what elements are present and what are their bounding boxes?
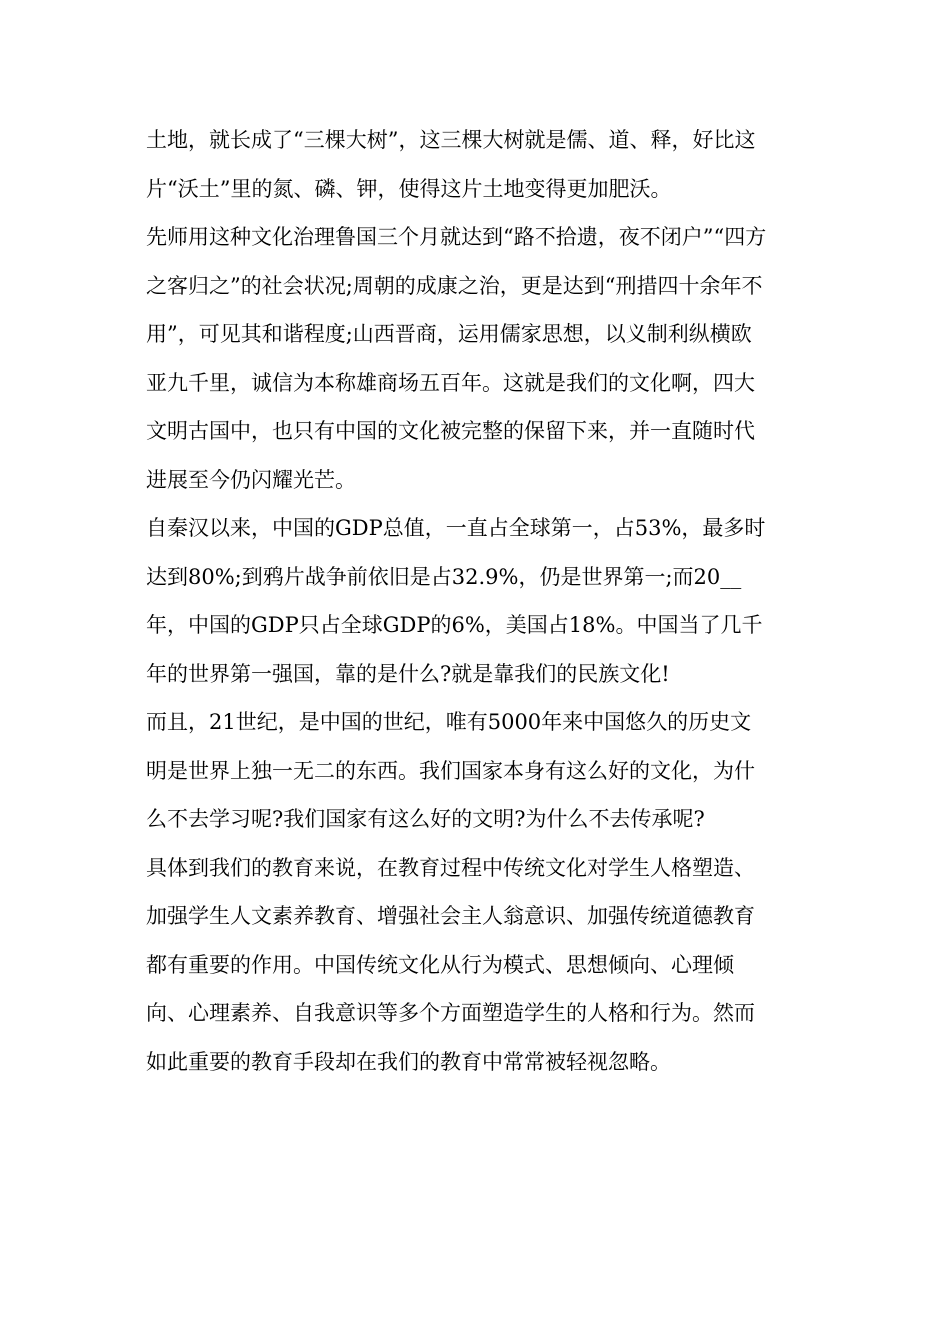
text-line: 而且，21世纪，是中国的世纪，唯有5000年来中国悠久的历史文 bbox=[146, 710, 752, 734]
text-line: 进展至今仍闪耀光芒。 bbox=[146, 467, 356, 492]
text-line: 么不去学习呢?我们国家有这么好的文明?为什么不去传承呢? bbox=[146, 807, 705, 831]
text-line: 片“沃土”里的氮、磷、钾，使得这片土地变得更加肥沃。 bbox=[146, 176, 672, 201]
text-line: 之客归之”的社会状况;周朝的成康之治，更是达到“刑措四十余年不 bbox=[146, 273, 763, 298]
text-line: 向、心理素养、自我意识等多个方面塑造学生的人格和行为。然而 bbox=[146, 1001, 755, 1025]
text-line: 年，中国的GDP只占全球GDP的6%，美国占18%。中国当了几千 bbox=[146, 613, 763, 637]
text-line: 具体到我们的教育来说，在教育过程中传统文化对学生人格塑造、 bbox=[146, 855, 755, 880]
text-line: 都有重要的作用。中国传统文化从行为模式、思想倾向、心理倾 bbox=[146, 952, 734, 977]
text-line: 先师用这种文化治理鲁国三个月就达到“路不拾遗，夜不闭户”“四方 bbox=[146, 225, 767, 249]
text-line: 达到80%;到鸦片战争前依旧是占32.9%，仍是世界第一;而20__ bbox=[146, 564, 742, 589]
document-body bbox=[146, 116, 806, 1086]
text-line: 明是世界上独一无二的东西。我们国家本身有这么好的文化，为什 bbox=[146, 758, 755, 783]
text-line: 年的世界第一强国，靠的是什么?就是靠我们的民族文化! bbox=[146, 661, 670, 686]
text-line: 亚九千里，诚信为本称雄商场五百年。这就是我们的文化啊，四大 bbox=[146, 370, 755, 395]
text-line: 土地，就长成了“三棵大树”，这三棵大树就是儒、道、释，好比这 bbox=[146, 128, 756, 152]
text-line: 文明古国中，也只有中国的文化被完整的保留下来，并一直随时代 bbox=[146, 419, 755, 443]
text-line: 如此重要的教育手段却在我们的教育中常常被轻视忽略。 bbox=[146, 1049, 671, 1074]
text-line: 加强学生人文素养教育、增强社会主人翁意识、加强传统道德教育 bbox=[146, 904, 755, 928]
text-line: 自秦汉以来，中国的GDP总值，一直占全球第一，占53%，最多时 bbox=[146, 516, 766, 540]
text-line: 用”，可见其和谐程度;山西晋商，运用儒家思想，以义制利纵横欧 bbox=[146, 322, 752, 346]
